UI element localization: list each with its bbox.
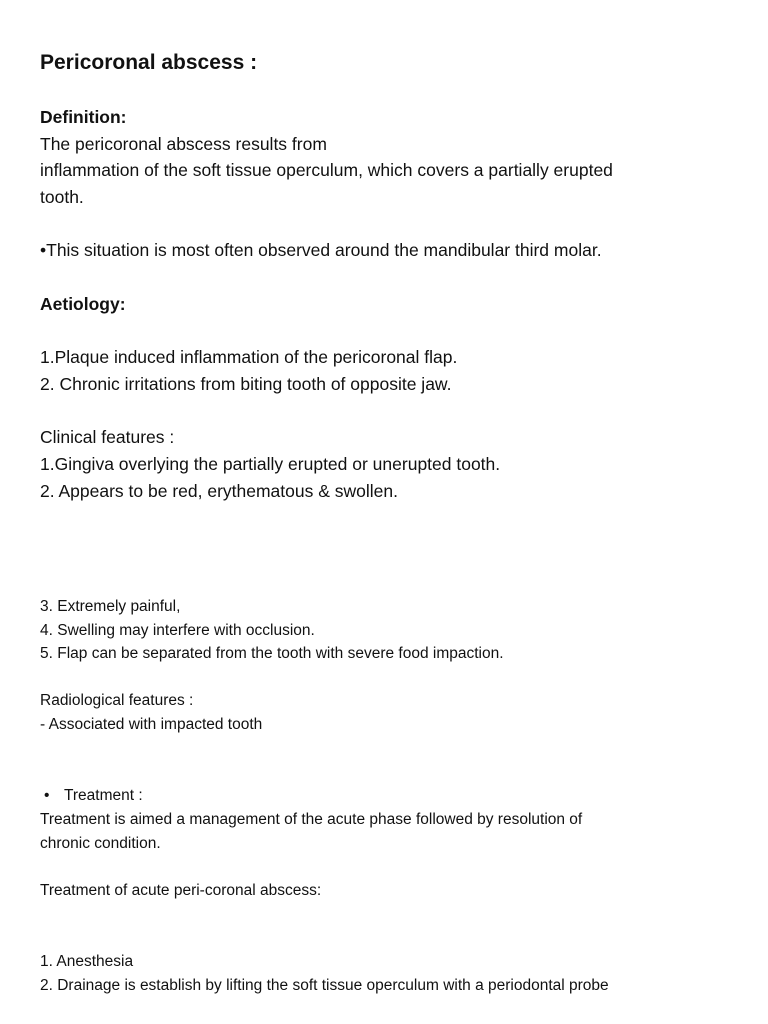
treatment-heading-row <box>40 786 143 805</box>
treatment-line: Treatment is aimed a management of the acute phase followed by resolution of <box>40 811 583 828</box>
definition-line: tooth. <box>40 187 84 207</box>
definition-note: •This situation is most often observed around the mandibular third molar. <box>40 240 602 260</box>
treatment-line: chronic condition. <box>40 835 161 852</box>
aetiology-heading: Aetiology: <box>40 294 126 314</box>
treatment-step: 1. Anesthesia <box>40 953 134 970</box>
definition-line: The pericoronal abscess results from <box>40 134 327 154</box>
clinical-feature-item: 2. Appears to be red, erythematous & swollen. <box>40 481 398 501</box>
page-title: Pericoronal abscess : <box>40 51 258 74</box>
definition-line: inflammation of the soft tissue operculum, which covers a partially erupted <box>40 160 613 180</box>
aetiology-item: 1.Plaque induced inflammation of the pericoronal flap. <box>40 347 458 367</box>
clinical-feature-item: 4. Swelling may interfere with occlusion. <box>40 622 315 639</box>
definition-heading: Definition: <box>40 107 127 127</box>
treatment-heading: Treatment : <box>64 787 143 804</box>
bullet-icon: • <box>44 787 50 804</box>
acute-treatment-heading: Treatment of acute peri-coronal abscess: <box>40 882 322 899</box>
treatment-step: 2. Drainage is establish by lifting the soft tissue operculum with a periodontal probe <box>40 977 609 994</box>
clinical-features-heading: Clinical features : <box>40 427 175 447</box>
aetiology-item: 2. Chronic irritations from biting tooth of opposite jaw. <box>40 374 452 394</box>
clinical-feature-item: 1.Gingiva overlying the partially erupted or unerupted tooth. <box>40 454 501 474</box>
radiological-feature-item: - Associated with impacted tooth <box>40 716 263 733</box>
radiological-features-heading: Radiological features : <box>40 692 194 709</box>
clinical-feature-item: 3. Extremely painful, <box>40 598 181 615</box>
clinical-feature-item: 5. Flap can be separated from the tooth with severe food impaction. <box>40 645 504 662</box>
